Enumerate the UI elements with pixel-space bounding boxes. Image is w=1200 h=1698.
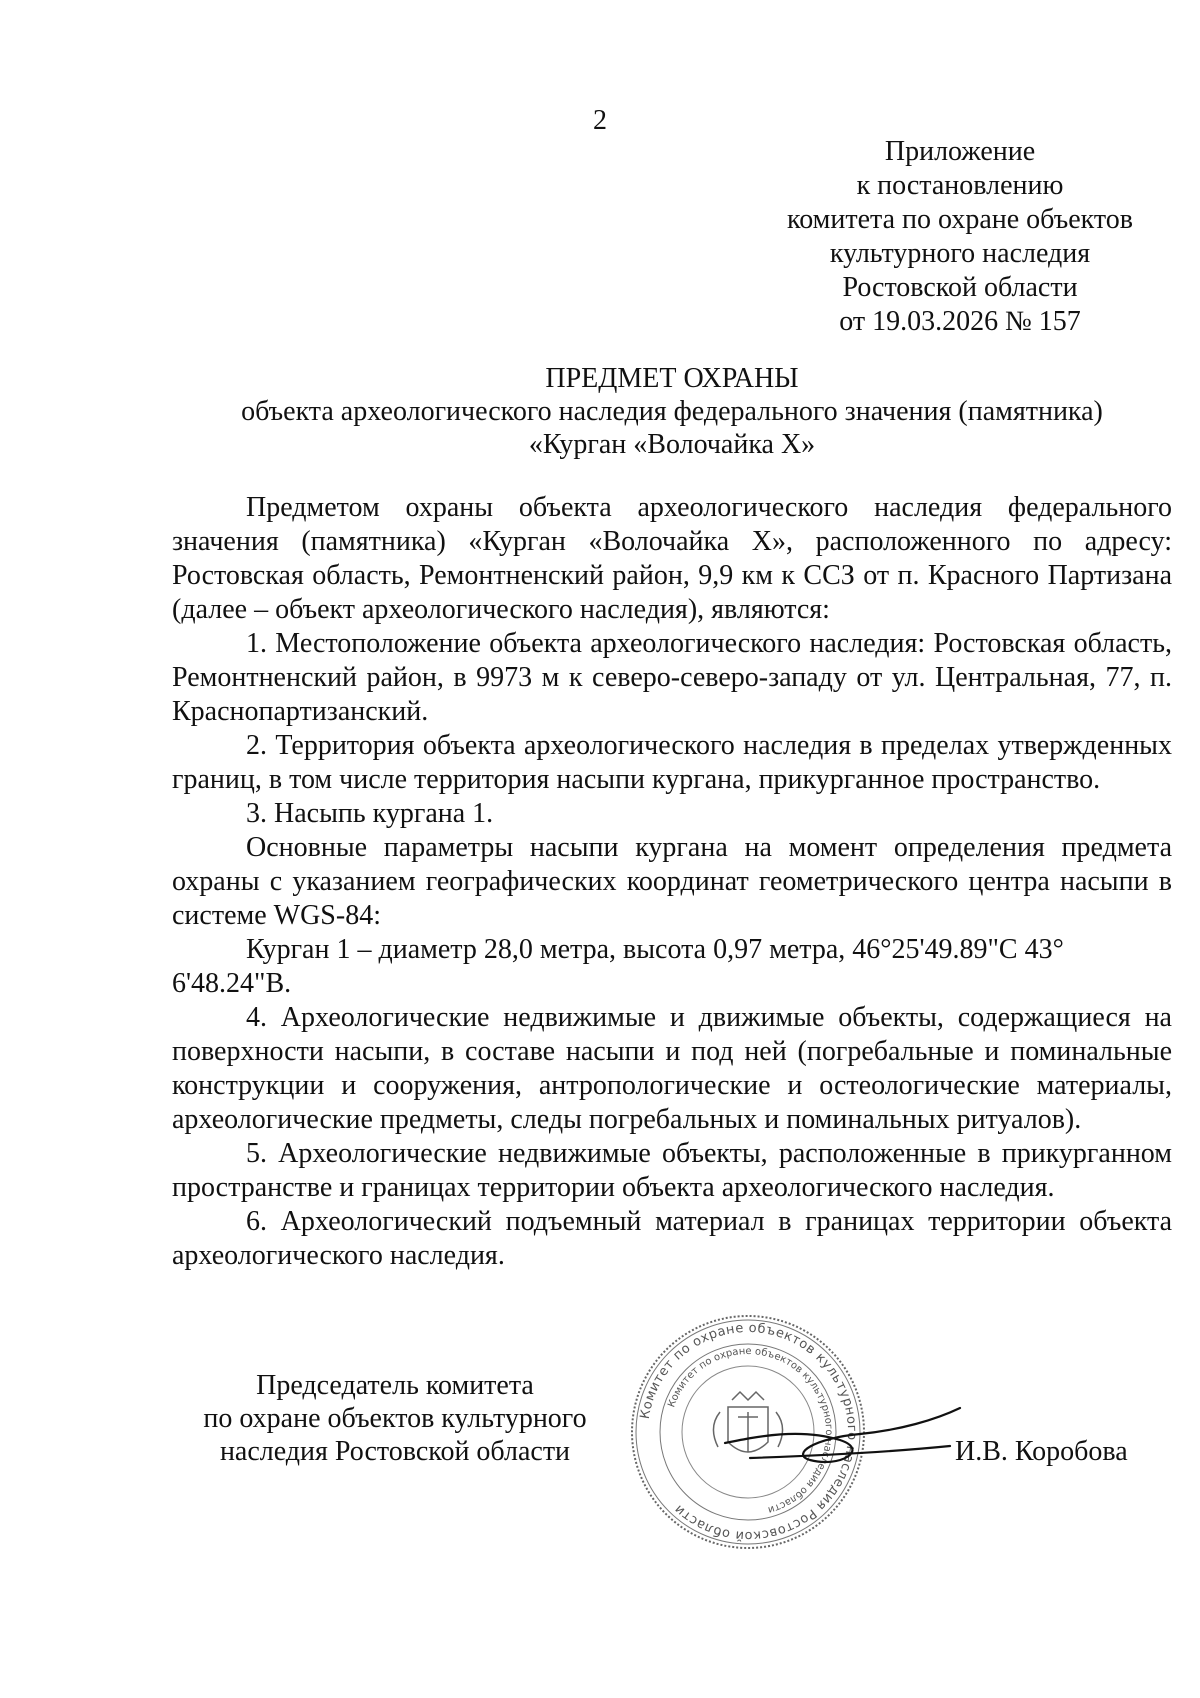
document-heading: ПРЕДМЕТ ОХРАНЫ (545, 363, 799, 394)
appendix-line: Ростовской области (842, 272, 1078, 303)
intro-paragraph: Предметом охраны объекта археологического наследия федерального значения (памятника) «Курган «Волочайка Х», расположенного по адресу: Ростовская область, Ремонтненский район, 9,9 км к ССЗ от п. Красного Партизана (далее – объект археологического наследия), являются: (172, 492, 1172, 625)
document-title-block (172, 362, 1172, 461)
signature-title-line: Председатель комитета (256, 1370, 534, 1401)
item-paragraph: 4. Археологические недвижимые и движимые объекты, содержащиеся на поверхности насыпи, в составе насыпи и под ней (погребальные и поминальные конструкции и сооружения, антропологические и остеологические материалы, археологические предметы, следы погребальных и поминальных ритуалов). (172, 1002, 1172, 1135)
appendix-line: к постановлению (856, 170, 1064, 201)
document-body (172, 491, 1172, 1273)
appendix-line: от 19.03.2026 № 157 (839, 306, 1081, 337)
signer-name: И.В. Коробова (955, 1436, 1128, 1467)
item-paragraph: 1. Местоположение объекта археологического наследия: Ростовская область, Ремонтненский район, в 9973 м к северо-северо-западу от ул. Центральная, 77, п. Краснопартизанский. (172, 628, 1172, 727)
page-number: 2 (593, 105, 607, 136)
kurgan-parameters: Курган 1 – диаметр 28,0 метра, высота 0,97 метра, 46°25'49.89"С 43° 6'48.24"В. (172, 934, 1064, 999)
appendix-line: комитета по охране объектов (787, 204, 1133, 235)
handwritten-signature (720, 1398, 970, 1488)
item-paragraph: 5. Археологические недвижимые объекты, расположенные в прикурганном пространстве и границах территории объекта археологического наследия. (172, 1138, 1172, 1203)
appendix-line: Приложение (884, 136, 1036, 167)
item-paragraph: 3. Насыпь кургана 1. (246, 798, 494, 829)
document-subtitle: объекта археологического наследия федерального значения (памятника) (241, 396, 1103, 427)
appendix-line: культурного наследия (829, 238, 1091, 269)
document-subtitle: «Курган «Волочайка Х» (528, 429, 816, 460)
item-paragraph: 2. Территория объекта археологического наследия в пределах утвержденных границ, в том числе территория насыпи кургана, прикурганное пространство. (172, 730, 1172, 795)
signature-title-line: наследия Ростовской области (219, 1436, 571, 1467)
signature-title (170, 1369, 620, 1468)
seal-outer-text: Комитет по охране объектов культурного наследия Ростовской области (637, 1320, 860, 1544)
item-paragraph: 6. Археологический подъемный материал в границах территории объекта археологического наследия. (172, 1206, 1172, 1271)
params-paragraph: Основные параметры насыпи кургана на момент определения предмета охраны с указанием географических координат геометрического центра насыпи в системе WGS-84: (172, 832, 1172, 931)
signature-title-line: по охране объектов культурного (203, 1403, 587, 1434)
seal-inner-text: Комитет по охране объектов культурного наследия области (666, 1345, 835, 1516)
appendix-block (735, 135, 1185, 339)
